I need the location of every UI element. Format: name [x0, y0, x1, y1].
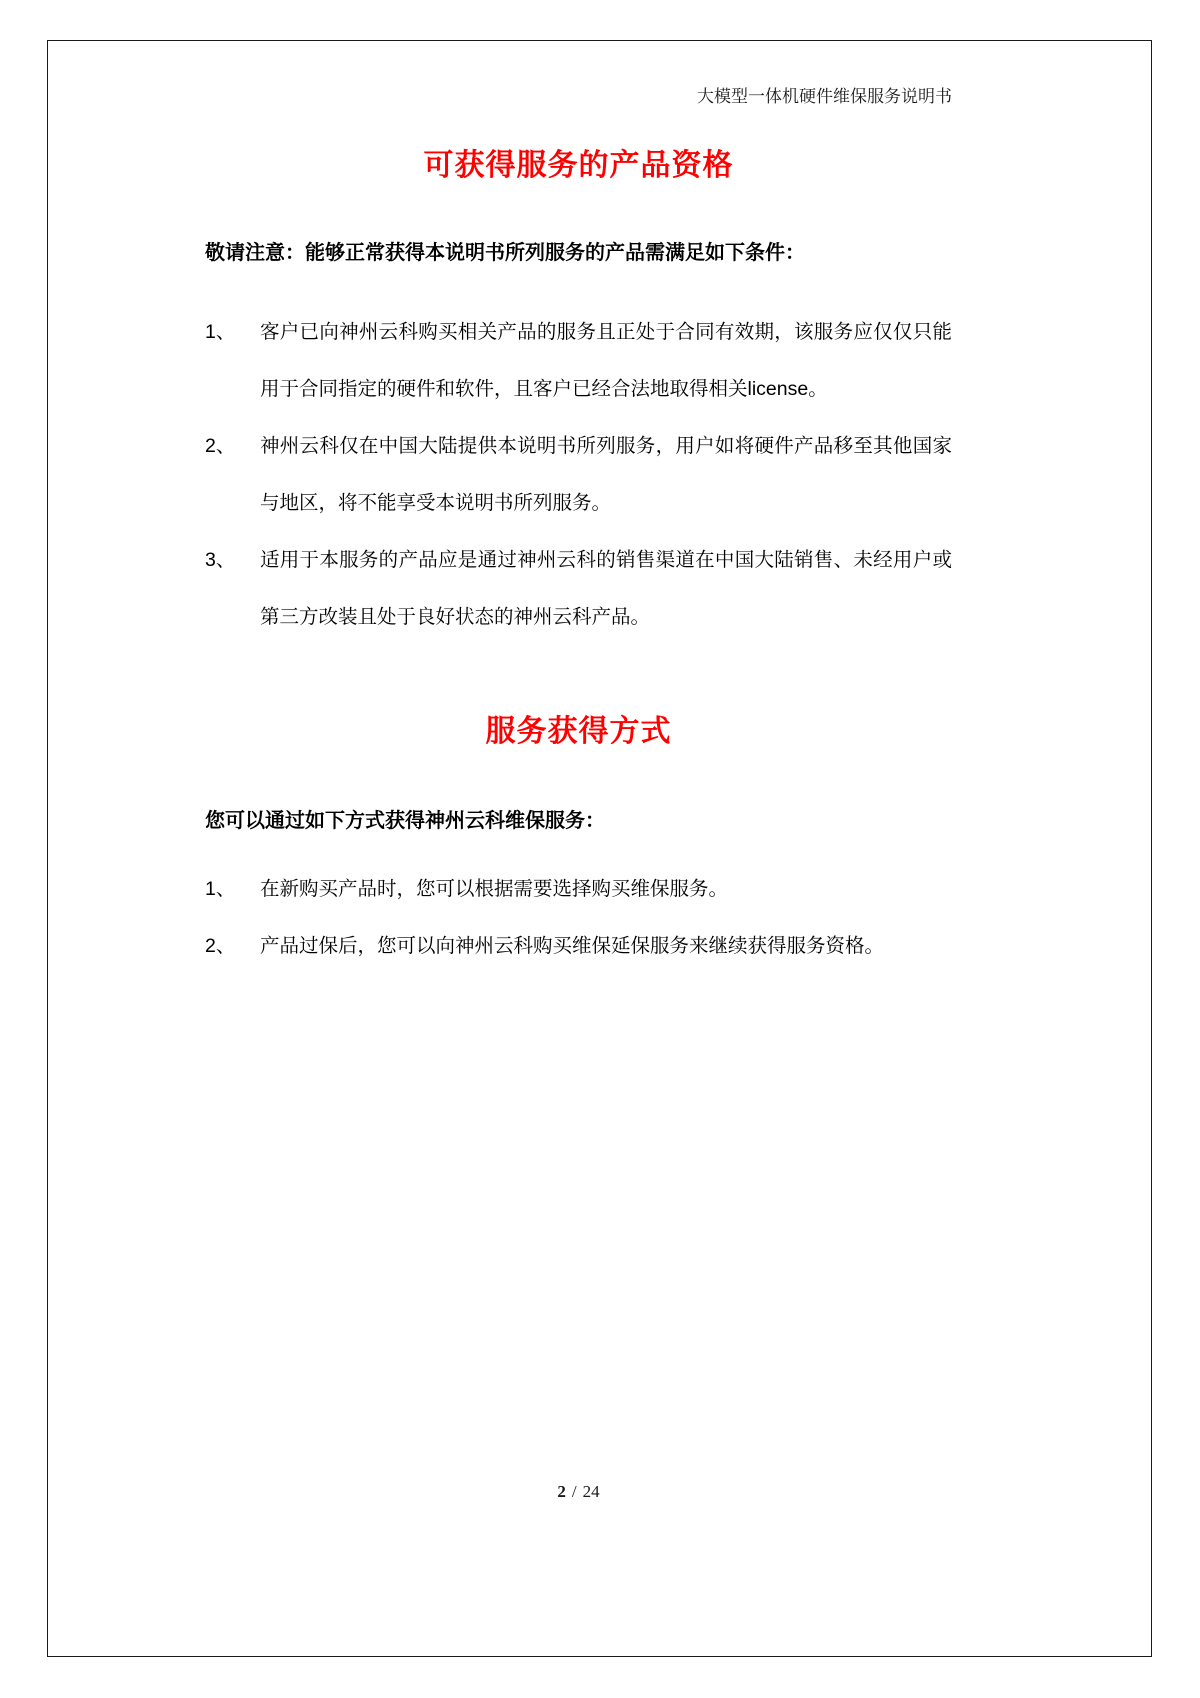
document-header: 大模型一体机硬件维保服务说明书 — [697, 87, 952, 106]
section-title-product-eligibility: 可获得服务的产品资格 — [423, 149, 734, 182]
page-number-separator: / — [571, 1482, 577, 1501]
list-item-number: 1、 — [205, 321, 236, 343]
page-footer — [205, 1482, 952, 1502]
list-item — [205, 532, 952, 646]
list-item-text: 在新购买产品时，您可以根据需要选择购买维保服务。 — [260, 878, 729, 900]
list-item-number: 1、 — [205, 878, 236, 900]
list-item-number: 2、 — [205, 435, 236, 457]
section-intro-conditions: 敬请注意：能够正常获得本说明书所列服务的产品需满足如下条件： — [205, 242, 805, 264]
list-item-number: 3、 — [205, 549, 236, 571]
section-intro-acquisition: 您可以通过如下方式获得神州云科维保服务： — [205, 810, 605, 832]
list-item-text: 客户已向神州云科购买相关产品的服务且正处于合同有效期，该服务应仅仅只能用于合同指定的硬件和软件，且客户已经合法地取得相关license。 — [260, 321, 952, 400]
conditions-list — [205, 304, 952, 646]
list-item — [205, 861, 952, 918]
list-item-text: 产品过保后，您可以向神州云科购买维保延保服务来继续获得服务资格。 — [260, 935, 885, 957]
list-item — [205, 304, 952, 418]
list-item — [205, 918, 952, 975]
list-item-text: 适用于本服务的产品应是通过神州云科的销售渠道在中国大陆销售、未经用户或第三方改装且处于良好状态的神州云科产品。 — [260, 549, 952, 628]
list-item — [205, 418, 952, 532]
list-item-number: 2、 — [205, 935, 236, 957]
page-number-current: 2 — [557, 1482, 566, 1501]
acquisition-list — [205, 861, 952, 975]
page-content — [205, 40, 952, 975]
page-number-total: 24 — [582, 1482, 600, 1501]
section-title-service-acquisition: 服务获得方式 — [485, 715, 672, 748]
list-item-text: 神州云科仅在中国大陆提供本说明书所列服务，用户如将硬件产品移至其他国家与地区，将不能享受本说明书所列服务。 — [260, 435, 952, 514]
